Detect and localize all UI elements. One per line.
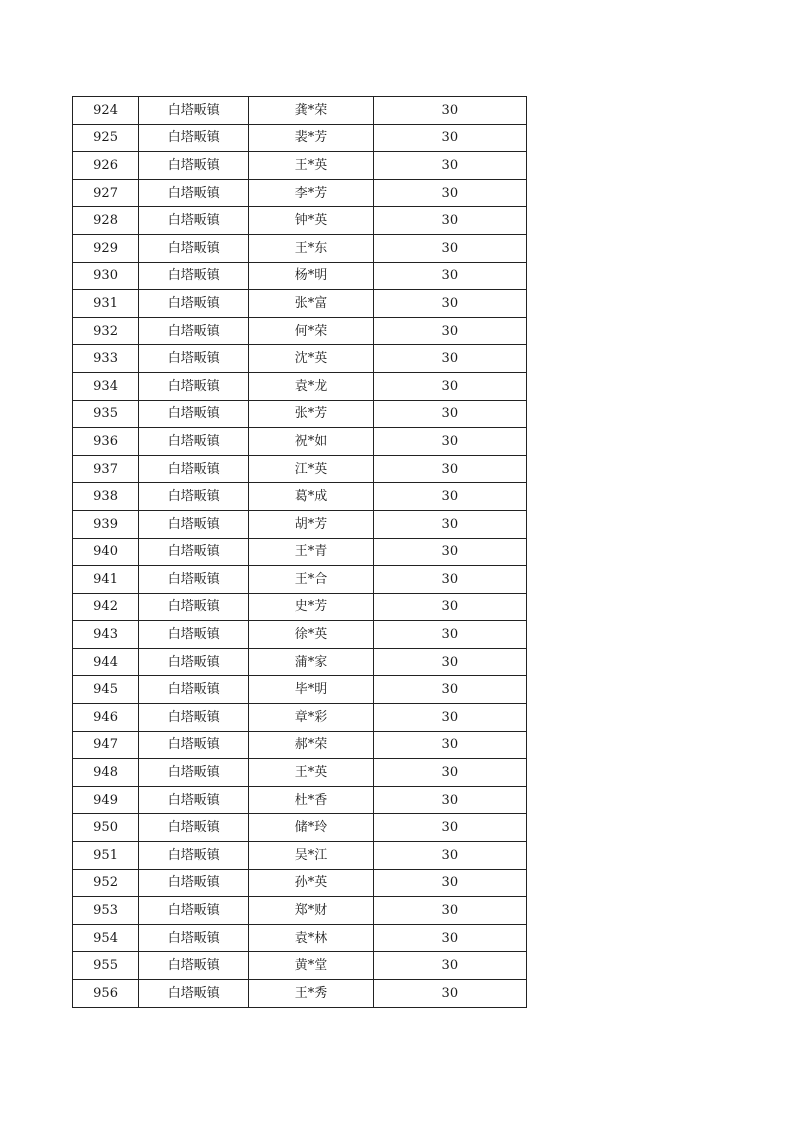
town-cell: 白塔畈镇 (139, 372, 249, 400)
amount-cell: 30 (373, 842, 526, 870)
person-name-cell: 杨*明 (249, 262, 373, 290)
row-number-cell: 929 (73, 234, 139, 262)
person-name-cell: 王*秀 (249, 980, 373, 1008)
town-cell: 白塔畈镇 (139, 124, 249, 152)
amount-cell: 30 (373, 676, 526, 704)
person-name-cell: 郝*荣 (249, 731, 373, 759)
table-row (73, 538, 527, 566)
person-name-cell: 郑*财 (249, 897, 373, 925)
row-number-cell: 953 (73, 897, 139, 925)
row-number-cell: 944 (73, 648, 139, 676)
amount-cell: 30 (373, 179, 526, 207)
town-cell: 白塔畈镇 (139, 428, 249, 456)
town-cell: 白塔畈镇 (139, 262, 249, 290)
row-number-cell: 946 (73, 704, 139, 732)
row-number-cell: 948 (73, 759, 139, 787)
town-cell: 白塔畈镇 (139, 179, 249, 207)
row-number-cell: 938 (73, 483, 139, 511)
person-name-cell: 李*芳 (249, 179, 373, 207)
table-row (73, 593, 527, 621)
amount-cell: 30 (373, 786, 526, 814)
amount-cell: 30 (373, 483, 526, 511)
person-name-cell: 胡*芳 (249, 510, 373, 538)
person-name-cell: 王*合 (249, 566, 373, 594)
amount-cell: 30 (373, 207, 526, 235)
town-cell: 白塔畈镇 (139, 290, 249, 318)
row-number-cell: 943 (73, 621, 139, 649)
town-cell: 白塔畈镇 (139, 924, 249, 952)
table-row (73, 510, 527, 538)
town-cell: 白塔畈镇 (139, 676, 249, 704)
person-name-cell: 蒲*家 (249, 648, 373, 676)
amount-cell: 30 (373, 593, 526, 621)
table-row (73, 924, 527, 952)
table-row (73, 207, 527, 235)
table-body (73, 97, 527, 1008)
row-number-cell: 937 (73, 455, 139, 483)
table-row (73, 897, 527, 925)
row-number-cell: 934 (73, 372, 139, 400)
amount-cell: 30 (373, 262, 526, 290)
amount-cell: 30 (373, 538, 526, 566)
amount-cell: 30 (373, 566, 526, 594)
table-row (73, 814, 527, 842)
amount-cell: 30 (373, 152, 526, 180)
person-name-cell: 钟*英 (249, 207, 373, 235)
town-cell: 白塔畈镇 (139, 731, 249, 759)
amount-cell: 30 (373, 869, 526, 897)
town-cell: 白塔畈镇 (139, 97, 249, 125)
town-cell: 白塔畈镇 (139, 952, 249, 980)
row-number-cell: 941 (73, 566, 139, 594)
person-name-cell: 裴*芳 (249, 124, 373, 152)
town-cell: 白塔畈镇 (139, 538, 249, 566)
amount-cell: 30 (373, 234, 526, 262)
amount-cell: 30 (373, 400, 526, 428)
amount-cell: 30 (373, 952, 526, 980)
town-cell: 白塔畈镇 (139, 786, 249, 814)
table-row (73, 97, 527, 125)
person-name-cell: 祝*如 (249, 428, 373, 456)
person-name-cell: 袁*龙 (249, 372, 373, 400)
table-row (73, 372, 527, 400)
row-number-cell: 925 (73, 124, 139, 152)
table-row (73, 428, 527, 456)
row-number-cell: 951 (73, 842, 139, 870)
row-number-cell: 942 (73, 593, 139, 621)
data-table (72, 96, 527, 1008)
town-cell: 白塔畈镇 (139, 566, 249, 594)
town-cell: 白塔畈镇 (139, 234, 249, 262)
person-name-cell: 龚*荣 (249, 97, 373, 125)
row-number-cell: 954 (73, 924, 139, 952)
town-cell: 白塔畈镇 (139, 207, 249, 235)
row-number-cell: 940 (73, 538, 139, 566)
row-number-cell: 924 (73, 97, 139, 125)
amount-cell: 30 (373, 290, 526, 318)
town-cell: 白塔畈镇 (139, 455, 249, 483)
person-name-cell: 孙*英 (249, 869, 373, 897)
person-name-cell: 储*玲 (249, 814, 373, 842)
person-name-cell: 王*英 (249, 759, 373, 787)
table-row (73, 290, 527, 318)
town-cell: 白塔畈镇 (139, 869, 249, 897)
person-name-cell: 毕*明 (249, 676, 373, 704)
row-number-cell: 955 (73, 952, 139, 980)
amount-cell: 30 (373, 704, 526, 732)
row-number-cell: 932 (73, 317, 139, 345)
row-number-cell: 952 (73, 869, 139, 897)
table-row (73, 179, 527, 207)
person-name-cell: 黄*堂 (249, 952, 373, 980)
amount-cell: 30 (373, 980, 526, 1008)
amount-cell: 30 (373, 124, 526, 152)
table-row (73, 152, 527, 180)
table-row (73, 704, 527, 732)
town-cell: 白塔畈镇 (139, 400, 249, 428)
row-number-cell: 947 (73, 731, 139, 759)
row-number-cell: 939 (73, 510, 139, 538)
amount-cell: 30 (373, 814, 526, 842)
town-cell: 白塔畈镇 (139, 483, 249, 511)
table-row (73, 952, 527, 980)
amount-cell: 30 (373, 345, 526, 373)
person-name-cell: 章*彩 (249, 704, 373, 732)
town-cell: 白塔畈镇 (139, 345, 249, 373)
row-number-cell: 950 (73, 814, 139, 842)
town-cell: 白塔畈镇 (139, 648, 249, 676)
row-number-cell: 931 (73, 290, 139, 318)
table-row (73, 566, 527, 594)
table-row (73, 869, 527, 897)
table-row (73, 455, 527, 483)
table-row (73, 980, 527, 1008)
table-row (73, 621, 527, 649)
town-cell: 白塔畈镇 (139, 510, 249, 538)
row-number-cell: 928 (73, 207, 139, 235)
person-name-cell: 何*荣 (249, 317, 373, 345)
row-number-cell: 926 (73, 152, 139, 180)
amount-cell: 30 (373, 510, 526, 538)
town-cell: 白塔畈镇 (139, 842, 249, 870)
table-row (73, 483, 527, 511)
person-name-cell: 张*富 (249, 290, 373, 318)
person-name-cell: 王*东 (249, 234, 373, 262)
amount-cell: 30 (373, 924, 526, 952)
table-row (73, 731, 527, 759)
town-cell: 白塔畈镇 (139, 317, 249, 345)
table-row (73, 648, 527, 676)
amount-cell: 30 (373, 897, 526, 925)
amount-cell: 30 (373, 372, 526, 400)
table-row (73, 759, 527, 787)
amount-cell: 30 (373, 428, 526, 456)
row-number-cell: 949 (73, 786, 139, 814)
person-name-cell: 徐*英 (249, 621, 373, 649)
table-row (73, 400, 527, 428)
town-cell: 白塔畈镇 (139, 152, 249, 180)
amount-cell: 30 (373, 759, 526, 787)
row-number-cell: 933 (73, 345, 139, 373)
amount-cell: 30 (373, 97, 526, 125)
person-name-cell: 杜*香 (249, 786, 373, 814)
table-row (73, 124, 527, 152)
person-name-cell: 王*英 (249, 152, 373, 180)
amount-cell: 30 (373, 455, 526, 483)
table-row (73, 317, 527, 345)
town-cell: 白塔畈镇 (139, 897, 249, 925)
row-number-cell: 930 (73, 262, 139, 290)
amount-cell: 30 (373, 621, 526, 649)
town-cell: 白塔畈镇 (139, 593, 249, 621)
town-cell: 白塔畈镇 (139, 814, 249, 842)
person-name-cell: 王*青 (249, 538, 373, 566)
person-name-cell: 张*芳 (249, 400, 373, 428)
table-row (73, 234, 527, 262)
table-row (73, 676, 527, 704)
person-name-cell: 吴*江 (249, 842, 373, 870)
table-row (73, 345, 527, 373)
table-row (73, 262, 527, 290)
table-row (73, 786, 527, 814)
person-name-cell: 葛*成 (249, 483, 373, 511)
person-name-cell: 江*英 (249, 455, 373, 483)
row-number-cell: 956 (73, 980, 139, 1008)
row-number-cell: 927 (73, 179, 139, 207)
row-number-cell: 945 (73, 676, 139, 704)
town-cell: 白塔畈镇 (139, 621, 249, 649)
amount-cell: 30 (373, 731, 526, 759)
town-cell: 白塔畈镇 (139, 980, 249, 1008)
table-row (73, 842, 527, 870)
amount-cell: 30 (373, 317, 526, 345)
person-name-cell: 沈*英 (249, 345, 373, 373)
town-cell: 白塔畈镇 (139, 759, 249, 787)
row-number-cell: 936 (73, 428, 139, 456)
row-number-cell: 935 (73, 400, 139, 428)
amount-cell: 30 (373, 648, 526, 676)
person-name-cell: 史*芳 (249, 593, 373, 621)
person-name-cell: 袁*林 (249, 924, 373, 952)
town-cell: 白塔畈镇 (139, 704, 249, 732)
